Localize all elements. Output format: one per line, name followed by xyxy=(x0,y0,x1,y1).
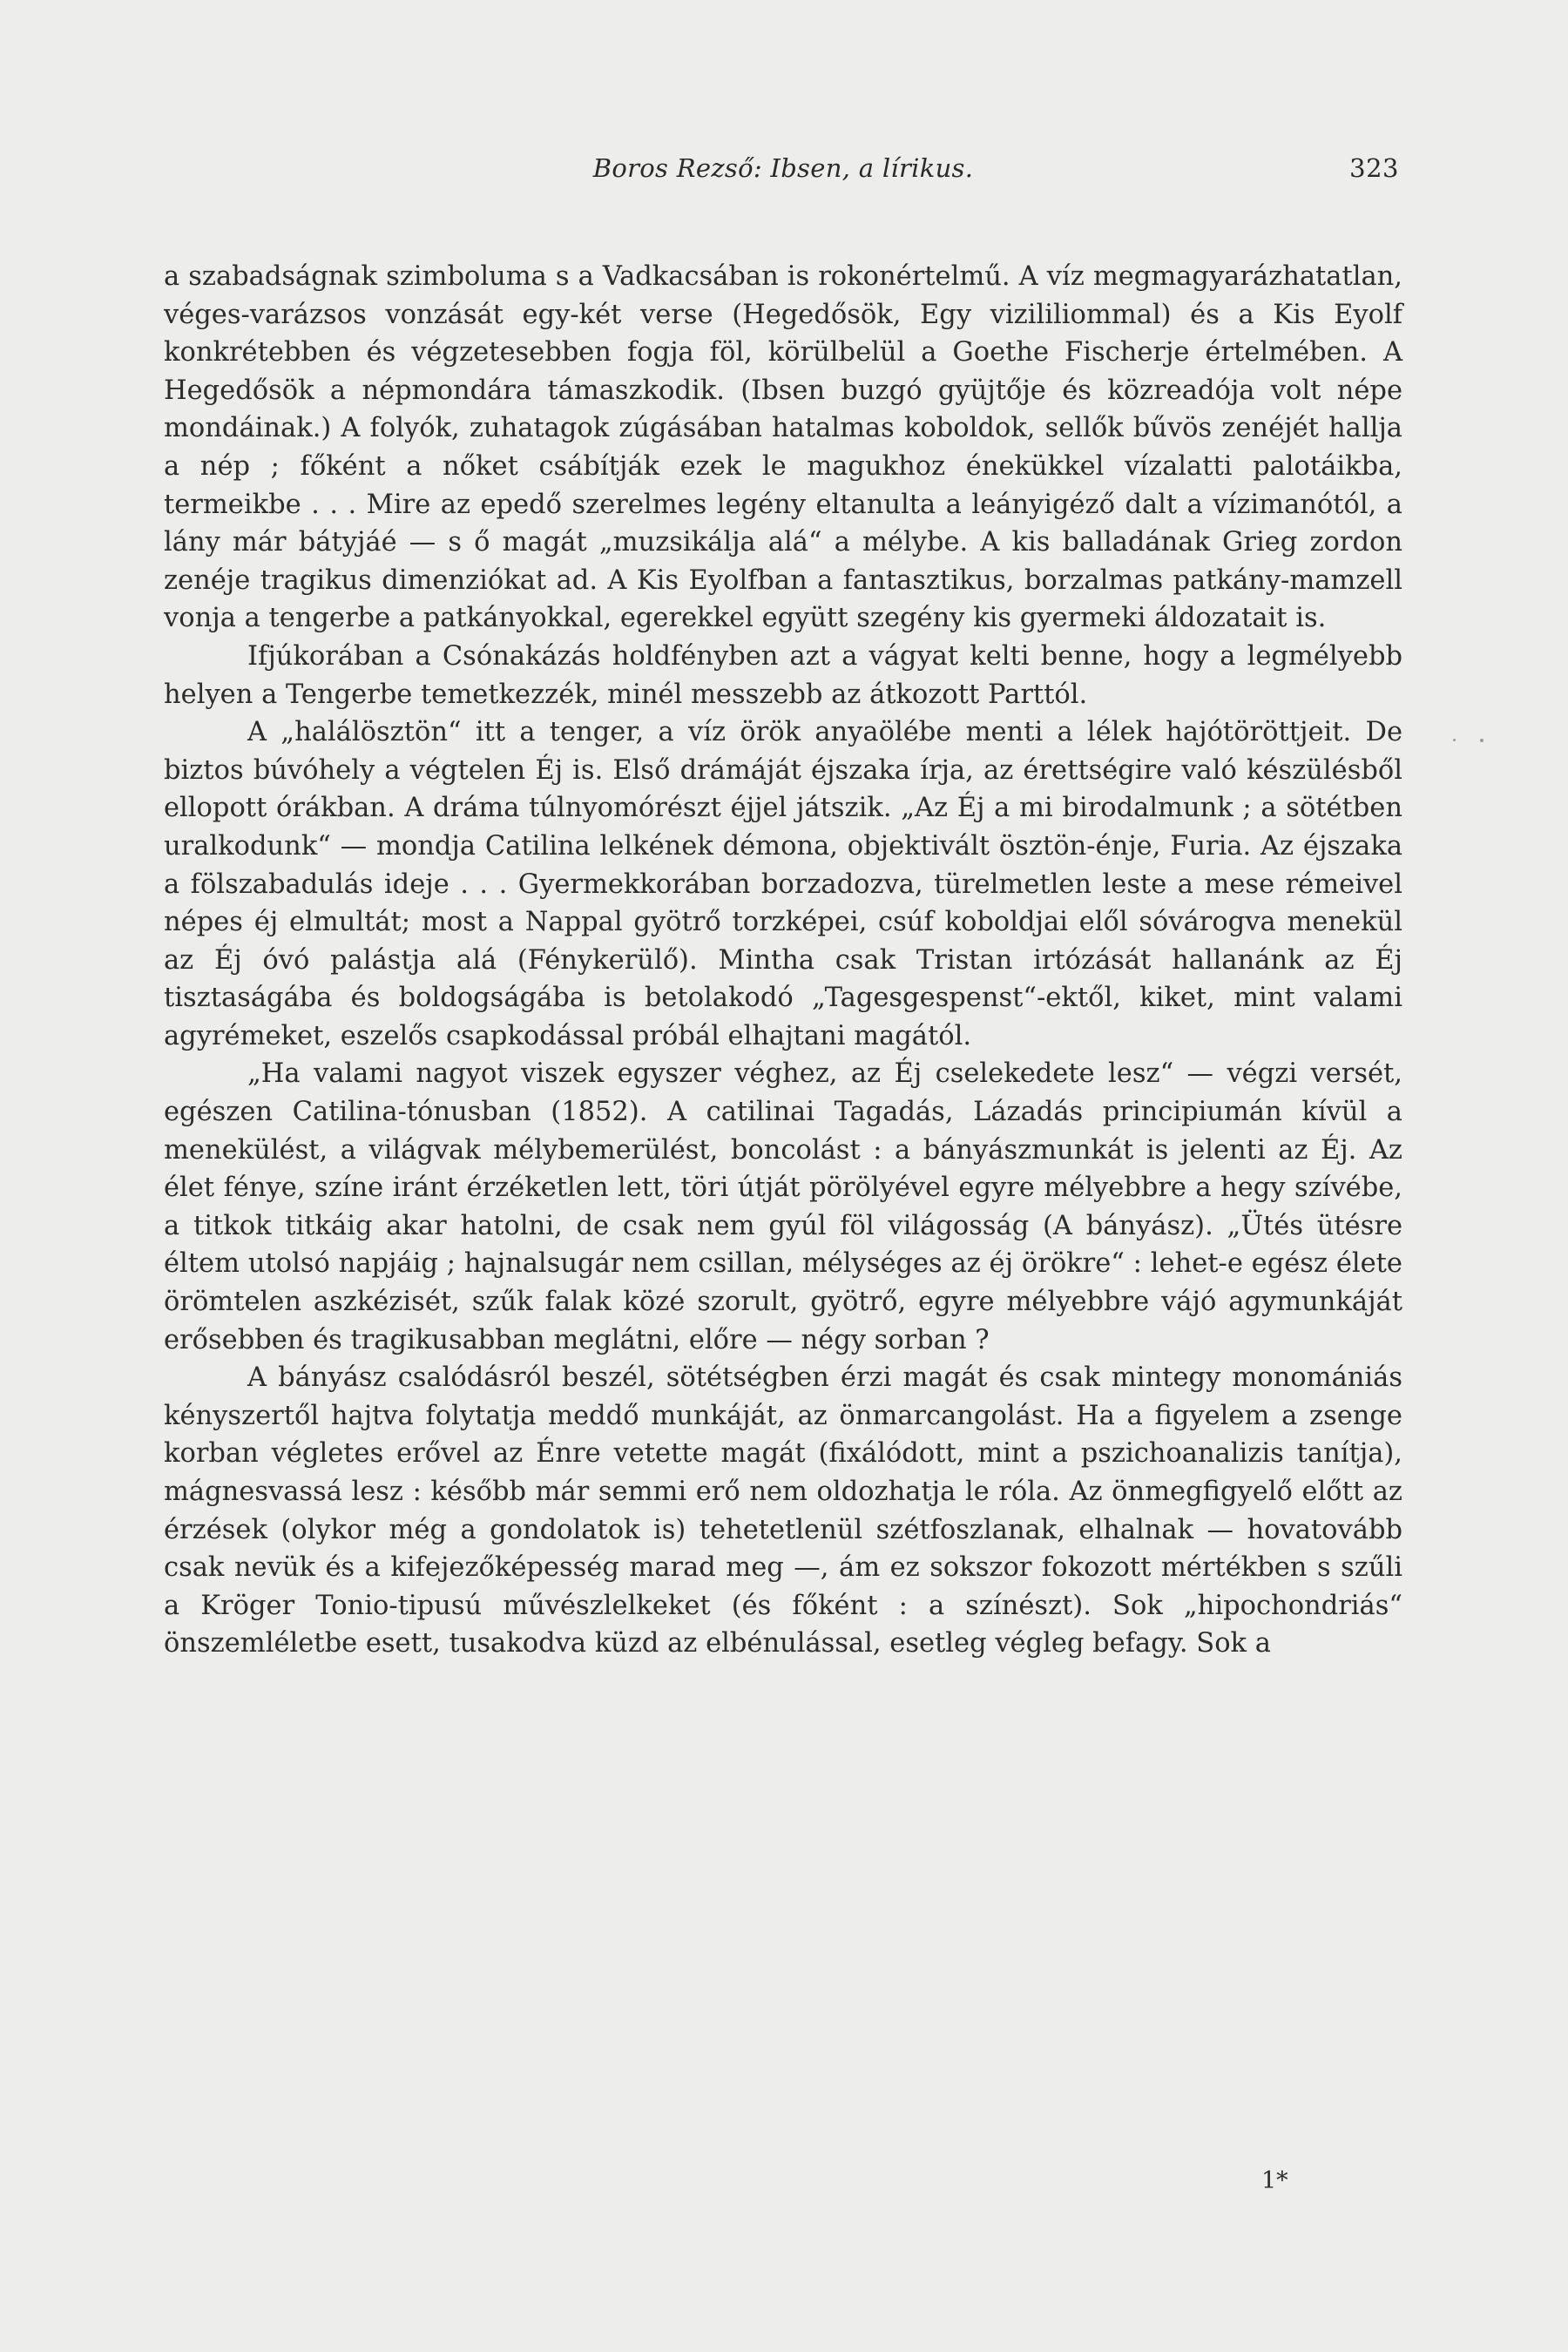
page-number: 323 xyxy=(1349,153,1399,183)
paper-speck xyxy=(1480,739,1484,742)
paragraph: „Ha valami nagyot viszek egyszer véghez, az Éj cselekedete lesz“ — végzi versét, egészen Catilina-tónusban (1852). A catilinai Tagadás, Lázadás principiumán kívül a menekülést, a világvak mélybemerülést, boncolást : a bányászmunkát is jelenti az Éj. Az élet fénye, színe iránt érzéketlen lett, töri útját pörölyével egyre mélyebbre a hegy szívébe, a titkok titkáig akar hatolni, de csak nem gyúl föl világosság (A bányász). „Ütés ütésre éltem utolsó napjáig ; hajnalsugár nem csillan, mélységes az éj örökre“ : lehet-e egész élete örömtelen aszkézisét, szűk falak közé szorult, gyötrő, egyre mélyebbre vájó agymunkáját erősebben és tragikusabban meglátni, előre — négy sorban ? xyxy=(164,1058,1402,1355)
paper-speck xyxy=(1453,739,1456,741)
body-text xyxy=(164,258,1402,1663)
page-header xyxy=(164,153,1402,192)
paragraph: a szabadságnak szimboluma s a Vadkacsában is rokonértelmű. A víz megmagyarázhatatlan, véges-varázsos vonzását egy-két verse (Hegedősök, Egy vizililiommal) és a Kis Eyolf konkrétebben és végzetesebben fogja föl, körülbelül a Goethe Fischerje értelmében. A Hegedősök a népmondára támaszkodik. (Ibsen buzgó gyüjtője és közreadója volt népe mondáinak.) A folyók, zuhatagok zúgásában hatalmas koboldok, sellők bűvös zenéjét hallja a nép ; főként a nőket csábítják ezek le magukhoz énekükkel vízalatti palotáikba, termeikbe . . . Mire az epedő szerelmes legény eltanulta a leányigéző dalt a vízimanótól, a lány már bátyjáé — s ő magát „muzsikálja alá“ a mélybe. A kis balladának Grieg zordon zenéje tragikus dimenziókat ad. A Kis Eyolfban a fantasztikus, borzalmas patkány-mamzell vonja a tengerbe a patkányokkal, egerekkel együtt szegény kis gyermeki áldozatait is. xyxy=(164,261,1402,634)
paragraph: A bányász csalódásról beszél, sötétségben érzi magát és csak mintegy monomániás kényszertől hajtva folytatja meddő munkáját, az önmarcangolást. Ha a figyelem a zsenge korban végletes erővel az Énre vetette magát (fixálódott, mint a pszichoanalizis tanítja), mágnesvassá lesz : később már semmi erő nem oldozhatja le róla. Az önmegfigyelő előtt az érzések (olykor még a gondolatok is) tehetetlenül szétfoszlanak, elhalnak — hovatovább csak nevük és a kifejezőképesség marad meg —, ám ez sokszor fokozott mértékben s szűli a Kröger Tonio-tipusú művészlelkeket (és főként : a színészt). Sok „hipochondriás“ önszemléletbe esett, tusakodva küzd az elbénulással, esetleg végleg befagy. Sok a xyxy=(164,1362,1402,1659)
paragraph: Ifjúkorában a Csónakázás holdfényben azt a vágyat kelti benne, hogy a legmélyebb helyen a Tengerbe temetkezzék, minél messzebb az átkozott Parttól. xyxy=(164,640,1402,710)
paragraph: A „halálösztön“ itt a tenger, a víz örök anyaölébe menti a lélek hajótöröttjeit. De biztos búvóhely a végtelen Éj is. Első drámáját éjszaka írja, az érettségire való készülésből ellopott órákban. A dráma túlnyomórészt éjjel játszik. „Az Éj a mi birodalmunk ; a sötétben uralkodunk“ — mondja Catilina lelkének démona, objektivált ösztön-énje, Furia. Az éjszaka a fölszabadulás ideje . . . Gyermekkorában borzadozva, türelmetlen leste a mese rémeivel népes éj elmultát; most a Nappal gyötrő torzképei, csúf koboldjai elől sóvárogva menekül az Éj óvó palástja alá (Fénykerülő). Mintha csak Tristan irtózását hallanánk az Éj tisztaságába és boldogságába is betolakodó „Tagesgespenst“-ektől, kiket, mint valami agyrémeket, eszelős csapkodással próbál elhajtani magától. xyxy=(164,717,1402,1051)
running-head: Boros Rezső: Ibsen, a lírikus. xyxy=(592,153,974,183)
signature-mark: 1* xyxy=(1261,2167,1288,2194)
